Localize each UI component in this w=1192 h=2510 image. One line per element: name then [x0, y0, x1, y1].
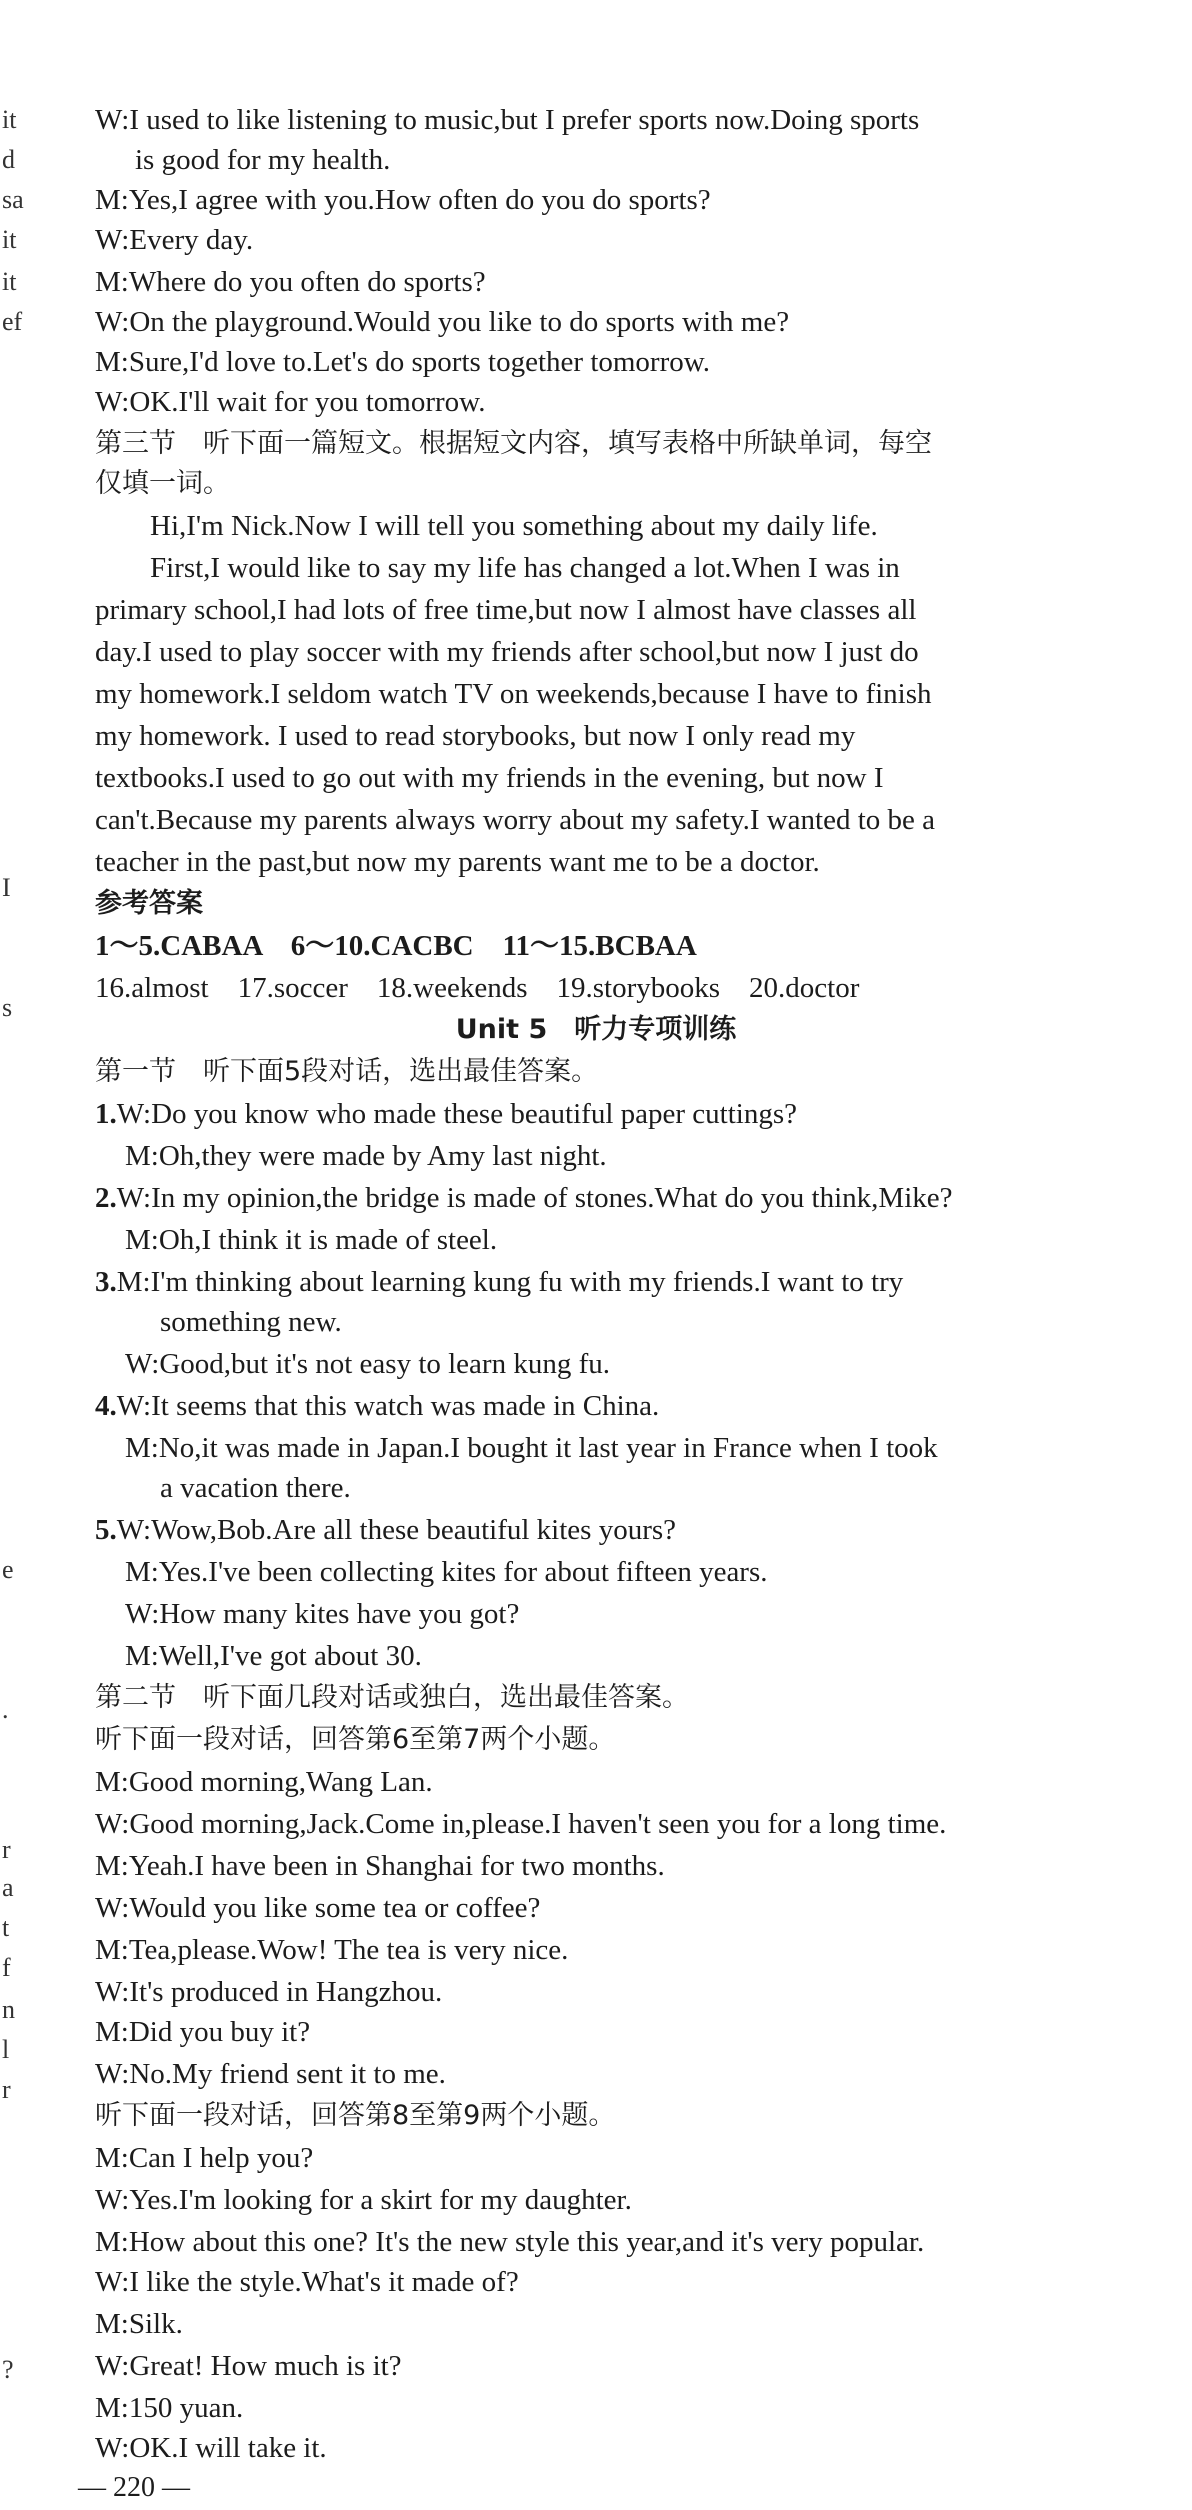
edge-fragment: t: [2, 1913, 10, 1942]
dialogue-line: M:Oh,they were made by Amy last night.: [125, 1140, 607, 1172]
dialogue-line: M:Oh,I think it is made of steel.: [125, 1224, 498, 1256]
edge-fragment: r: [2, 1835, 11, 1864]
dialogue-line: M:Silk.: [95, 2308, 183, 2340]
dialogue-line: W:How many kites have you got?: [125, 1598, 520, 1630]
section-heading: 仅填一词。: [95, 468, 230, 499]
passage-line: my homework. I used to read storybooks, but now I only read my: [95, 720, 856, 752]
answer-key-heading: 参考答案: [95, 888, 203, 919]
edge-fragment: ?: [2, 2355, 14, 2384]
dialogue-line: M:Yeah.I have been in Shanghai for two months.: [95, 1850, 665, 1882]
dialogue-line: W:Great! How much is it?: [95, 2350, 402, 2382]
passage-line: First,I would like to say my life has changed a lot.When I was in: [150, 552, 900, 584]
dialogue-line: M:Sure,I'd love to.Let's do sports together tomorrow.: [95, 346, 711, 378]
section-heading: 第三节 听下面一篇短文。根据短文内容，填写表格中所缺单词，每空: [95, 428, 932, 459]
answer-key-line: 1～5.CABAA 6～10.CACBC 11～15.BCBAA: [95, 930, 697, 962]
edge-fragment: s: [2, 993, 13, 1022]
instruction-line: 听下面一段对话，回答第6至第7两个小题。: [95, 1724, 616, 1755]
dialogue-line: M:Good morning,Wang Lan.: [95, 1766, 433, 1798]
dialogue-line: W:I used to like listening to music,but I prefer sports now.Doing sports: [95, 104, 920, 136]
edge-fragment: .: [2, 1695, 9, 1724]
edge-fragment: n: [2, 1995, 15, 2024]
page-number-row: [0, 2472, 1192, 2504]
unit-title: Unit 5 听力专项训练: [455, 1014, 737, 1045]
answer-key-line: 16.almost 17.soccer 18.weekends 19.storybooks 20.doctor: [95, 972, 860, 1004]
dialogue-line: a vacation there.: [160, 1472, 351, 1504]
dialogue-line: M:Yes,I agree with you.How often do you do sports?: [95, 184, 711, 216]
dialogue-line: W:On the playground.Would you like to do sports with me?: [95, 306, 790, 338]
dialogue-line: W:Every day.: [95, 224, 254, 256]
edge-fragment: r: [2, 2075, 11, 2104]
section-heading: 第一节 听下面5段对话，选出最佳答案。: [95, 1056, 599, 1087]
dialogue-line: 1.W:Do you know who made these beautiful paper cuttings?: [95, 1098, 797, 1130]
dialogue-line: M:Did you buy it?: [95, 2016, 311, 2048]
dialogue-line: 2.W:In my opinion,the bridge is made of stones.What do you think,Mike?: [95, 1182, 953, 1214]
dialogue-line: M:Where do you often do sports?: [95, 266, 486, 298]
dialogue-line: M:Tea,please.Wow! The tea is very nice.: [95, 1934, 569, 1966]
dialogue-line: M:150 yuan.: [95, 2392, 244, 2424]
dialogue-line: W:I like the style.What's it made of?: [95, 2266, 519, 2298]
passage-line: my homework.I seldom watch TV on weekends,because I have to finish: [95, 678, 932, 710]
dialogue-line: W:OK.I will take it.: [95, 2432, 327, 2464]
edge-fragment: e: [2, 1555, 14, 1584]
instruction-line: 听下面一段对话，回答第8至第9两个小题。: [95, 2100, 616, 2131]
edge-fragment: sa: [2, 185, 24, 214]
edge-fragment: it: [2, 105, 17, 134]
dialogue-line: M:Yes.I've been collecting kites for about fifteen years.: [125, 1556, 768, 1588]
dialogue-line: M:Well,I've got about 30.: [125, 1640, 422, 1672]
page-number: — 220 —: [78, 2472, 190, 2503]
dialogue-line: W:Yes.I'm looking for a skirt for my daughter.: [95, 2184, 632, 2216]
edge-fragment: it: [2, 267, 17, 296]
dialogue-line: M:No,it was made in Japan.I bought it last year in France when I took: [125, 1432, 938, 1464]
dialogue-line: W:OK.I'll wait for you tomorrow.: [95, 386, 486, 418]
dialogue-line: M:How about this one? It's the new style this year,and it's very popular.: [95, 2226, 925, 2258]
edge-fragment: d: [2, 145, 15, 174]
dialogue-line: W:Would you like some tea or coffee?: [95, 1892, 541, 1924]
dialogue-line: W:It's produced in Hangzhou.: [95, 1976, 443, 2008]
dialogue-line: 4.W:It seems that this watch was made in China.: [95, 1390, 660, 1422]
edge-fragment: I: [2, 873, 11, 902]
dialogue-line: something new.: [160, 1306, 342, 1338]
passage-line: textbooks.I used to go out with my friends in the evening, but now I: [95, 762, 884, 794]
edge-fragment: it: [2, 225, 17, 254]
edge-fragment: a: [2, 1873, 14, 1902]
dialogue-line: 5.W:Wow,Bob.Are all these beautiful kites yours?: [95, 1514, 677, 1546]
dialogue-line: W:No.My friend sent it to me.: [95, 2058, 446, 2090]
dialogue-line: 3.M:I'm thinking about learning kung fu with my friends.I want to try: [95, 1266, 904, 1298]
passage-line: primary school,I had lots of free time,but now I almost have classes all: [95, 594, 917, 626]
passage-line: Hi,I'm Nick.Now I will tell you something about my daily life.: [150, 510, 878, 542]
edge-fragment: l: [2, 2035, 10, 2064]
section-heading: 第二节 听下面几段对话或独白，选出最佳答案。: [95, 1682, 689, 1713]
edge-fragment: f: [2, 1953, 11, 1982]
dialogue-line: M:Can I help you?: [95, 2142, 314, 2174]
passage-line: day.I used to play soccer with my friends after school,but now I just do: [95, 636, 919, 668]
edge-fragment: ef: [2, 307, 23, 336]
dialogue-line: is good for my health.: [135, 144, 391, 176]
dialogue-line: W:Good morning,Jack.Come in,please.I haven't seen you for a long time.: [95, 1808, 947, 1840]
passage-line: teacher in the past,but now my parents want me to be a doctor.: [95, 846, 820, 878]
passage-line: can't.Because my parents always worry about my safety.I wanted to be a: [95, 804, 936, 836]
dialogue-line: W:Good,but it's not easy to learn kung fu.: [125, 1348, 610, 1380]
